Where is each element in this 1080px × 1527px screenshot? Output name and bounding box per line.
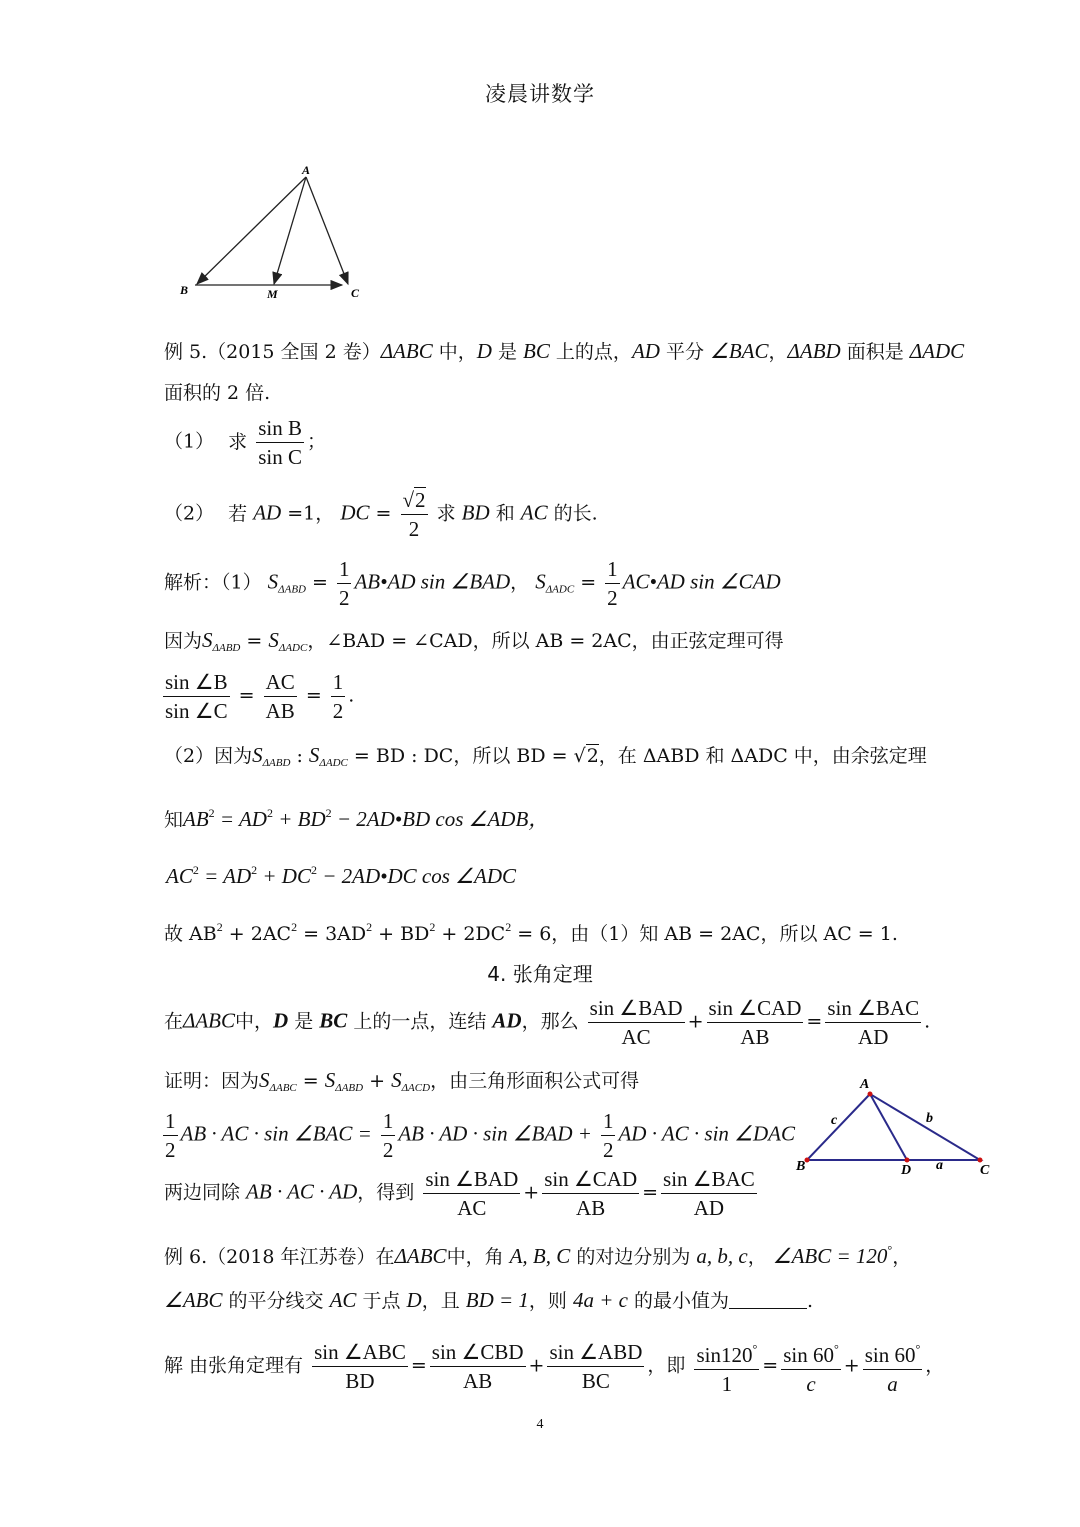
- numerator: 1: [337, 555, 352, 584]
- example5-line2: 面积的 2 倍.: [164, 382, 271, 404]
- superscript: 2: [310, 863, 317, 877]
- math: A, B, C: [509, 1244, 571, 1268]
- denominator: sin ∠C: [165, 699, 228, 723]
- figure1-label-c: C: [351, 286, 360, 300]
- math-ad: AD: [631, 339, 660, 363]
- operator: =: [410, 1354, 427, 1377]
- fraction: [423, 1165, 520, 1222]
- numerator: 1: [163, 1107, 178, 1136]
- theorem-statement: [164, 994, 930, 1051]
- denominator: 2: [338, 586, 350, 610]
- superscript: 2: [208, 806, 215, 820]
- figure1-label-a: A: [302, 163, 311, 177]
- math: AB · AC · sin ∠BAC =: [180, 1121, 372, 1146]
- solution-label: 解析：（1）: [164, 571, 262, 594]
- math-s: S: [268, 628, 279, 652]
- figure2-label-side-c: c: [831, 1113, 838, 1128]
- math: AD · AC · sin ∠DAC: [618, 1121, 795, 1146]
- text: sin 60: [864, 1343, 916, 1367]
- figure2-label-c: C: [980, 1163, 990, 1178]
- denominator: AC: [457, 1196, 487, 1220]
- text: 求: [436, 502, 456, 525]
- example6-line2: [164, 1285, 813, 1316]
- figure1-label-b: B: [180, 283, 189, 297]
- text: 两边同除: [164, 1181, 247, 1204]
- denominator: 2: [332, 699, 344, 723]
- text: 求: [228, 430, 248, 453]
- math-ad: AD: [253, 500, 282, 525]
- text: 上的一点，连结: [347, 1010, 493, 1033]
- solution5-line1: [164, 555, 781, 612]
- math-s: S: [324, 1068, 336, 1092]
- text: 平分: [659, 341, 711, 363]
- example5-question2: [164, 486, 598, 543]
- degree-symbol: °: [887, 1243, 893, 1257]
- denominator: c: [806, 1372, 816, 1396]
- subscript: ΔABD: [278, 583, 306, 596]
- math: ΔABC: [394, 1244, 447, 1268]
- math-bd: BD: [461, 500, 490, 525]
- math-s: S: [391, 1068, 402, 1092]
- math-s: S: [535, 569, 546, 594]
- text: 和: [495, 502, 515, 525]
- subscript: ΔADC: [319, 757, 348, 769]
- fraction-half: [605, 555, 620, 612]
- fraction-half: [337, 555, 352, 612]
- numerator: [863, 1335, 923, 1370]
- numerator: sin ∠B: [163, 668, 230, 697]
- math-s: S: [267, 569, 279, 594]
- subscript: ΔABC: [269, 1082, 297, 1094]
- denominator: a: [887, 1372, 898, 1396]
- figure2-label-d: D: [901, 1163, 912, 1178]
- math-dc: DC: [340, 500, 370, 525]
- text: 因为: [164, 630, 203, 652]
- solution5-cosine-ac: [166, 855, 516, 892]
- solution5-line2: [164, 625, 784, 663]
- text: 中，: [235, 1010, 274, 1033]
- math: AD: [492, 1008, 522, 1033]
- math: AB · AD · sin ∠BAD +: [398, 1121, 592, 1146]
- numerator: sin ∠ABD: [547, 1338, 644, 1367]
- sqrt-sign: √: [573, 745, 586, 767]
- denominator: sin C: [258, 445, 302, 469]
- fraction: [694, 1335, 759, 1398]
- numerator: AC: [264, 668, 297, 697]
- denominator: AD: [693, 1196, 725, 1220]
- numerator: [694, 1335, 759, 1370]
- text: 是: [288, 1010, 320, 1033]
- text: ，由三角形面积公式可得: [430, 1070, 640, 1092]
- radicand: 2: [415, 488, 426, 512]
- text: ，: [925, 1354, 945, 1377]
- fraction: [825, 994, 921, 1051]
- math: ∠ABC = 120: [772, 1244, 888, 1268]
- numerator: sin ∠BAD: [588, 994, 685, 1023]
- math-ac: AC: [520, 500, 548, 525]
- subscript: ΔADC: [545, 583, 575, 596]
- text: 知: [164, 809, 184, 831]
- text: ；: [306, 430, 326, 453]
- example6-line1: [164, 1235, 911, 1272]
- fraction-sqrt2-over-2: [401, 486, 428, 543]
- text: .: [807, 1290, 814, 1312]
- numerator: sin ∠CAD: [707, 994, 804, 1023]
- math: 4a + c: [572, 1288, 628, 1312]
- example6-source: 例 6.（2018 年江苏卷）在: [164, 1246, 395, 1268]
- text: 是: [491, 341, 524, 363]
- text: =: [240, 630, 269, 652]
- text: =: [296, 1070, 325, 1092]
- text: sin120: [696, 1343, 753, 1367]
- radicand: 2: [586, 745, 599, 767]
- sqrt-sign: √: [402, 488, 415, 512]
- page-header-title: 凌晨讲数学: [485, 82, 595, 106]
- fraction-half: [163, 1107, 178, 1164]
- math-s: S: [259, 1068, 270, 1092]
- math: + BD: [372, 923, 430, 945]
- math: BD = 1: [465, 1288, 529, 1312]
- superscript: 2: [291, 920, 298, 934]
- denominator: AB: [576, 1196, 606, 1220]
- operator: =: [642, 1181, 659, 1204]
- superscript: 2: [366, 920, 373, 934]
- text: ，在 ΔABD 和 ΔADC 中，由余弦定理: [598, 745, 927, 767]
- text: 中，角: [446, 1246, 510, 1268]
- fraction: [863, 1335, 923, 1398]
- text: 解 由张角定理有: [164, 1354, 304, 1377]
- solution5-part2-line: [164, 740, 927, 778]
- text: =: [574, 571, 603, 594]
- text: =: [305, 571, 334, 594]
- denominator: BD: [345, 1369, 375, 1393]
- denominator: AD: [858, 1025, 889, 1049]
- figure2-label-side-b: b: [926, 1111, 933, 1126]
- math: a, b, c: [696, 1244, 748, 1268]
- figure1-label-m: M: [267, 287, 278, 301]
- numerator: 1: [601, 1107, 616, 1136]
- answer-blank: [729, 1290, 807, 1309]
- subscript: ΔACD: [401, 1082, 431, 1094]
- text: +: [363, 1070, 392, 1092]
- denominator: BC: [581, 1369, 610, 1393]
- math: − 2AD•BD cos ∠ADB，: [331, 807, 550, 831]
- denominator: AC: [621, 1025, 651, 1049]
- degree-symbol: °: [915, 1342, 921, 1356]
- math-expression: AB•AD sin ∠BAD: [354, 569, 511, 594]
- operator: +: [687, 1010, 704, 1033]
- math: + BD: [272, 807, 326, 831]
- text: .: [348, 684, 355, 707]
- text: ，则: [528, 1290, 573, 1312]
- page-number: 4: [536, 1417, 544, 1432]
- numerator: sin B: [256, 414, 304, 443]
- denominator: 2: [382, 1138, 394, 1162]
- denominator: 2: [408, 517, 420, 541]
- math-expression: AC•AD sin ∠CAD: [622, 569, 781, 594]
- math: D: [406, 1288, 422, 1312]
- example5-source: 例 5.（2015 全国 2 卷）: [164, 341, 381, 363]
- denominator: 2: [165, 1138, 176, 1162]
- text: 的平分线交: [222, 1290, 330, 1312]
- math: = AD: [214, 807, 267, 831]
- figure2-label-side-a: a: [936, 1158, 943, 1173]
- math: BC: [319, 1008, 348, 1033]
- text: 中，: [432, 341, 477, 363]
- solution5-ratio-line: $\frac{\sin \angle B}{\sin \angle C}$ = $\frac{AC}{AB}$ = $\frac{1}{2}$ .: [165, 670, 355, 723]
- text: 的对边分别为: [570, 1246, 697, 1268]
- denominator: 2: [607, 586, 618, 610]
- solution5-final: [164, 912, 898, 949]
- numerator: sin ∠CBD: [430, 1338, 526, 1367]
- fraction: [312, 1338, 408, 1395]
- fraction-half: [601, 1107, 616, 1164]
- subscript: ΔABD: [335, 1082, 364, 1094]
- subscript: ΔABD: [212, 642, 241, 654]
- fraction: [781, 1335, 841, 1398]
- triangle-vector-figure: [170, 160, 370, 310]
- math-s: S: [308, 743, 320, 767]
- superscript: 2: [251, 863, 258, 877]
- operator: +: [528, 1354, 545, 1377]
- text: ，: [510, 571, 530, 594]
- text: ，即: [647, 1354, 686, 1377]
- math: + DC: [257, 864, 311, 888]
- math: + 2AC: [222, 923, 292, 945]
- figure2-label-a: A: [860, 1077, 870, 1092]
- fraction: [547, 1338, 644, 1395]
- math: − 2AD•DC cos ∠ADC: [316, 864, 516, 888]
- numerator: 1: [331, 668, 346, 697]
- math: ∠ABC: [164, 1288, 223, 1312]
- angle-theorem-figure: [790, 1072, 1010, 1182]
- denominator: 2: [602, 1138, 614, 1162]
- figure2-label-b: B: [796, 1159, 806, 1174]
- superscript: 2: [266, 806, 273, 820]
- text: = BD : DC，所以 BD =: [347, 745, 574, 767]
- numerator: sin ∠BAC: [661, 1165, 757, 1194]
- text: 的长.: [553, 502, 598, 525]
- operator: =: [762, 1354, 779, 1377]
- math: = AD: [198, 864, 252, 888]
- text: ，且: [421, 1290, 466, 1312]
- numerator: sin ∠ABC: [312, 1338, 408, 1367]
- fraction: [707, 994, 804, 1051]
- text: 在: [164, 1010, 184, 1033]
- solution5-cosine-ab: [164, 798, 549, 835]
- denominator: AB: [463, 1369, 493, 1393]
- math: = 3AD: [297, 923, 367, 945]
- math-angle-bac: ∠BAC: [710, 339, 769, 363]
- text: 于点: [356, 1290, 407, 1312]
- text: ，: [747, 1246, 773, 1268]
- math: D: [273, 1008, 289, 1033]
- math-tri-abc: ΔABC: [380, 339, 433, 363]
- proof-area-equation: [160, 1107, 795, 1164]
- math: AB · AC · AD: [246, 1179, 358, 1204]
- operator: +: [843, 1354, 860, 1377]
- math-s: S: [252, 743, 263, 767]
- superscript: 2: [216, 920, 223, 934]
- operator: =: [806, 1010, 823, 1033]
- fraction-sinb-sinc: [256, 414, 304, 471]
- math: = 6，由（1）知 AB = 2AC，所以 AC = 1.: [511, 923, 898, 945]
- text: ，那么: [521, 1010, 579, 1033]
- fraction-half: [331, 668, 346, 725]
- math-s: S: [202, 628, 213, 652]
- math: 故 AB: [164, 923, 217, 945]
- text: =: [369, 502, 392, 525]
- fraction: [430, 1338, 526, 1395]
- text: :: [290, 745, 309, 767]
- superscript: 2: [192, 863, 199, 877]
- example5-line1: [164, 336, 964, 367]
- fraction-sinb-sinc: [163, 668, 230, 725]
- text: （2）因为: [164, 745, 253, 767]
- proof-divide-line: [164, 1165, 760, 1222]
- denominator: AB: [265, 699, 295, 723]
- text: .: [924, 1010, 931, 1033]
- text: ，: [768, 341, 788, 363]
- numerator: sin ∠CAD: [542, 1165, 639, 1194]
- operator: +: [523, 1181, 540, 1204]
- math: AC: [166, 864, 193, 888]
- math-d: D: [476, 339, 492, 363]
- text: 上的点，: [549, 341, 632, 363]
- superscript: 2: [429, 920, 436, 934]
- question-label: （1）: [164, 430, 215, 453]
- text: ，∠BAD = ∠CAD，所以 AB = 2AC，由正弦定理可得: [307, 630, 784, 652]
- text: 证明：因为: [164, 1070, 260, 1092]
- degree-symbol: °: [752, 1342, 758, 1356]
- subscript: ΔABD: [262, 757, 291, 769]
- numerator: [781, 1335, 841, 1370]
- section-title: 4. 张角定理: [487, 962, 593, 986]
- fraction-half: [381, 1107, 396, 1164]
- degree-symbol: °: [833, 1342, 839, 1356]
- text: 若: [228, 502, 248, 525]
- fraction: [542, 1165, 639, 1222]
- numerator: 1: [381, 1107, 396, 1136]
- math: AB: [183, 807, 209, 831]
- math-tri-abd: ΔABD: [787, 339, 841, 363]
- denominator: AB: [740, 1025, 770, 1049]
- proof-line1: [164, 1065, 639, 1103]
- superscript: 2: [505, 920, 512, 934]
- denominator: 1: [721, 1372, 733, 1396]
- numerator: [401, 486, 428, 515]
- math: AC: [329, 1288, 357, 1312]
- text: 的最小值为: [627, 1290, 730, 1312]
- question-label: （2）: [164, 502, 215, 525]
- math-tri-adc: ΔADC: [909, 339, 965, 363]
- math: + 2DC: [435, 923, 506, 945]
- text: ，得到: [357, 1181, 415, 1204]
- fraction: [661, 1165, 757, 1222]
- subscript: ΔADC: [278, 642, 308, 654]
- numerator: sin ∠BAD: [423, 1165, 520, 1194]
- fraction-ac-ab: [264, 668, 297, 725]
- text: sin 60: [783, 1343, 834, 1367]
- math: ΔABC: [183, 1008, 236, 1033]
- numerator: 1: [605, 555, 620, 584]
- solution6-line: [164, 1335, 944, 1398]
- example5-question1: [164, 414, 326, 471]
- text: 面积是: [840, 341, 910, 363]
- superscript: 2: [325, 806, 332, 820]
- math-bc: BC: [523, 339, 550, 363]
- text: =1，: [281, 502, 335, 525]
- numerator: sin ∠BAC: [825, 994, 921, 1023]
- text: ，: [892, 1246, 912, 1268]
- fraction: [588, 994, 685, 1051]
